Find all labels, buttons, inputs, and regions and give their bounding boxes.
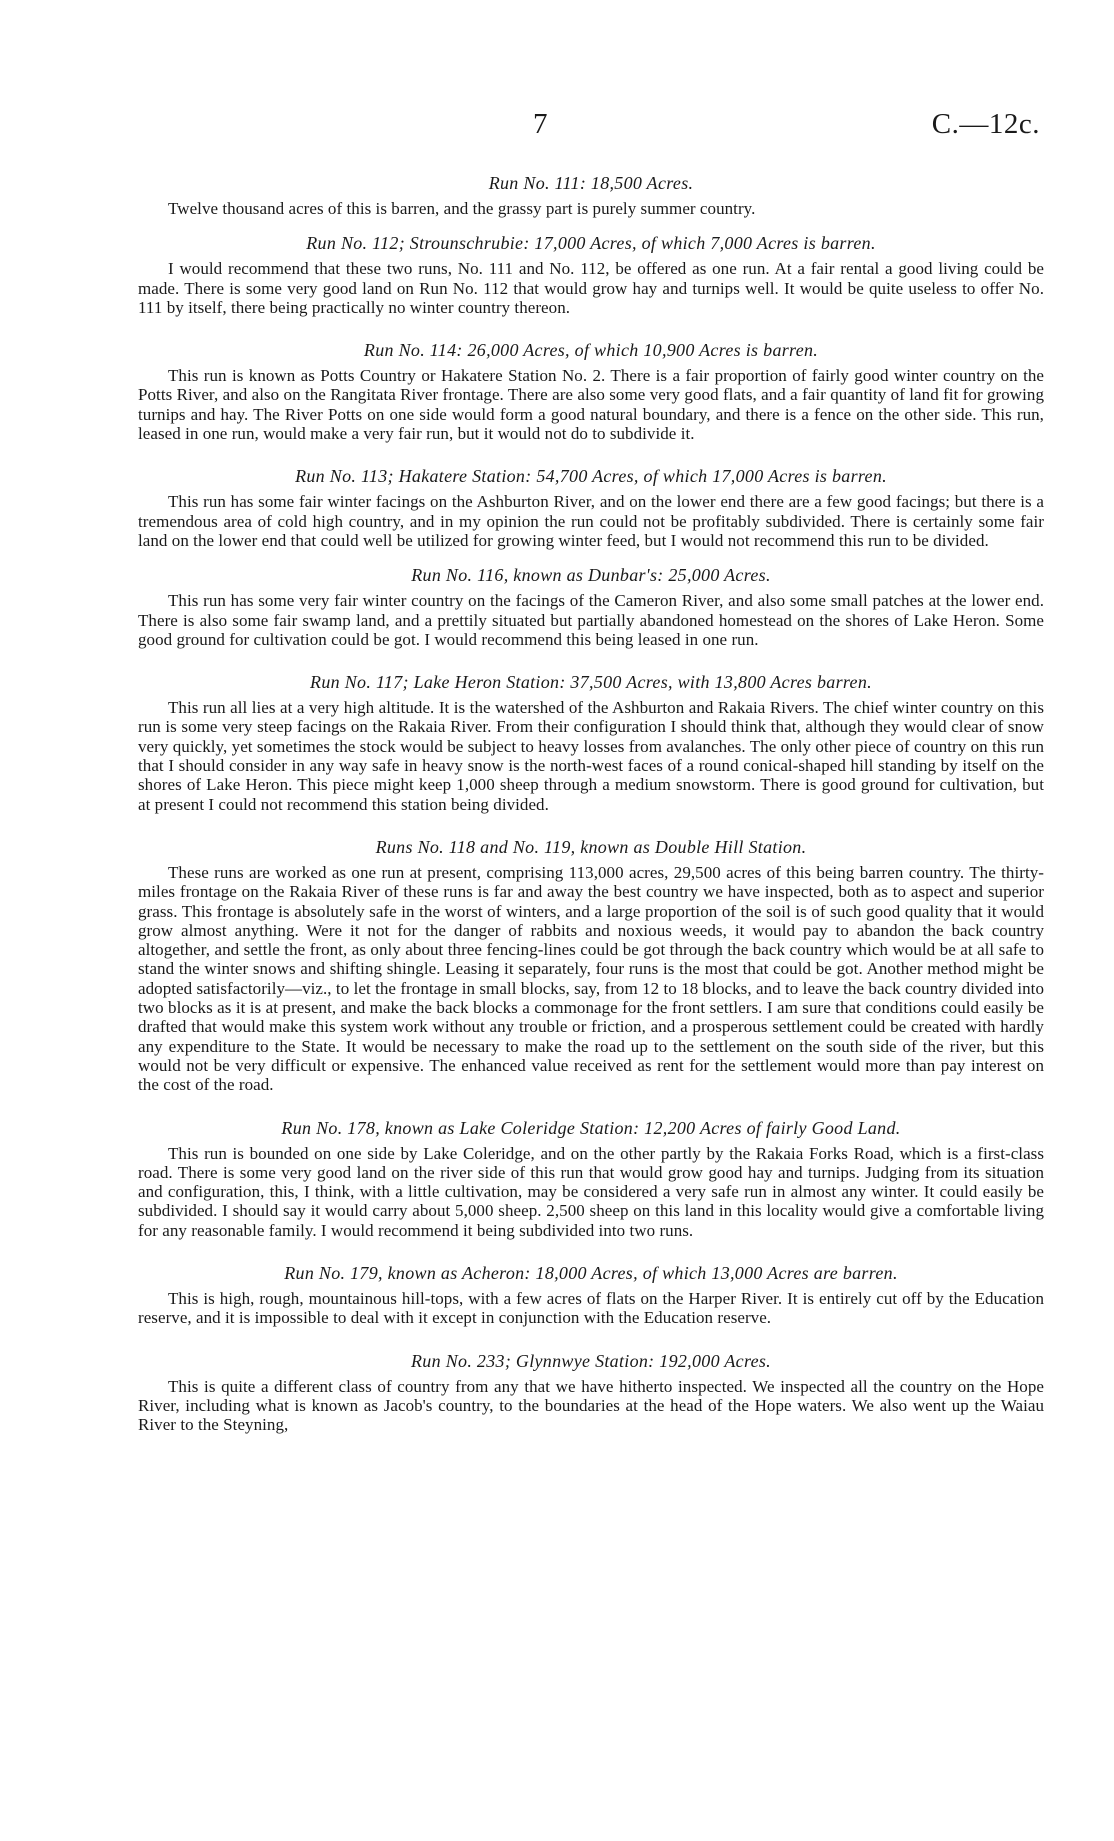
section-paragraph: This run has some very fair winter country on the facings of the Cameron River, and also some small patches at the lower end. There is also some fair swamp land, and a prettily situated but partially abandoned homestead on the shores of Lake Heron. Some good ground for cultivation could be got. I would recommend this being leased in one run. (138, 591, 1044, 649)
section-paragraph: This is quite a different class of country from any that we have hitherto inspected. We inspected all the country on the Hope River, including what is known as Jacob's country, to the boundaries at the head of the Hope waters. We also went up the Waiau River to the Steyning, (138, 1376, 1044, 1435)
section-heading: Run No. 117; Lake Heron Station: 37,500 Acres, with 13,800 Acres barren. (310, 672, 872, 693)
section-heading: Run No. 178, known as Lake Coleridge Station: 12,200 Acres of fairly Good Land. (281, 1117, 901, 1138)
section-paragraph: This run all lies at a very high altitude. It is the watershed of the Ashburton and Rakaia Rivers. The chief winter country on this run is some very steep facings on the Rakaia River. From their configuration I should think that, although they would clear of snow very quickly, yet sometimes the stock would be subject to heavy losses from avalanches. The only other piece of country on this run that I should consider in any way safe in heavy snow is the north-west faces of a round conical-shaped hill standing by itself on the shores of Lake Heron. This piece might keep 1,000 sheep through a medium snowstorm. There is good ground for cultivation, but at present I could not recommend this station being divided. (138, 698, 1044, 814)
section-run-111 (138, 172, 1044, 218)
section-heading: Runs No. 118 and No. 119, known as Double Hill Station. (375, 836, 807, 857)
section-run-112 (138, 232, 1044, 317)
section-run-114 (138, 339, 1044, 443)
section-heading: Run No. 111: 18,500 Acres. (488, 173, 694, 193)
document-reference: C.—12c. (931, 108, 1040, 140)
section-paragraph: This is high, rough, mountainous hill-tops, with a few acres of flats on the Harper River. It is entirely cut off by the Education reserve, and it is impossible to deal with it except in conjunction with the Education reserve. (138, 1288, 1044, 1328)
section-run-117 (138, 671, 1044, 814)
section-runs-118-119 (138, 836, 1044, 1095)
section-heading: Run No. 179, known as Acheron: 18,000 Acres, of which 13,000 Acres are barren. (284, 1262, 898, 1283)
section-paragraph: This run has some fair winter facings on the Ashburton River, and on the lower end there are a few good facings; but there is a tremendous area of cold high country, and in my opinion the run could not be profitably subdivided. There is certainly some fair land on the lower end that could well be utilized for growing winter feed, but I would not recommend this run to be divided. (138, 492, 1044, 550)
section-paragraph: This run is bounded on one side by Lake Coleridge, and on the other partly by the Rakaia Forks Road, which is a first-class road. There is some very good land on the river side of this run that would grow good hay and turnips. Judging from its situation and configuration, this, I think, with a little cultivation, may be considered a very safe run in almost any winter. It could easily be subdivided. I should say it would carry about 5,000 sheep. 2,500 sheep on this land in this locality would give a comfortable living for any reasonable family. I would recommend it being subdivided into two runs. (138, 1143, 1044, 1240)
section-run-113 (138, 465, 1044, 550)
section-run-116 (138, 564, 1044, 649)
section-heading: Run No. 112; Strounschrubie: 17,000 Acres, of which 7,000 Acres is barren. (306, 233, 876, 254)
section-run-233 (138, 1350, 1044, 1435)
page-number: 7 (533, 108, 548, 140)
section-run-178 (138, 1117, 1044, 1240)
section-run-179 (138, 1262, 1044, 1328)
section-paragraph: Twelve thousand acres of this is barren, and the grassy part is purely summer country. (168, 199, 756, 218)
section-heading: Run No. 233; Glynnwye Station: 192,000 Acres. (411, 1350, 771, 1371)
section-heading: Run No. 113; Hakatere Station: 54,700 Acres, of which 17,000 Acres is barren. (295, 466, 887, 487)
section-paragraph: I would recommend that these two runs, No. 111 and No. 112, be offered as one run. At a fair rental a good living could be made. There is some very good land on Run No. 112 that would grow hay and turnips well. It would be quite useless to offer No. 111 by itself, there being practically no winter country thereon. (138, 259, 1044, 317)
page-header (138, 0, 1044, 172)
section-heading: Run No. 116, known as Dunbar's: 25,000 Acres. (411, 565, 771, 586)
section-heading: Run No. 114: 26,000 Acres, of which 10,900 Acres is barren. (363, 340, 819, 361)
section-paragraph: These runs are worked as one run at present, comprising 113,000 acres, 29,500 acres of this being barren country. The thirty-miles frontage on the Rakaia River of these runs is far and away the best country we have inspected, both as to aspect and superior grass. This frontage is absolutely safe in the worst of winters, and a large proportion of the soil is of such good quality that it would grow almost anything. Were it not for the danger of rabbits and noxious weeds, it would pay to abandon the back country altogether, and settle the front, as only about three fencing-lines could be got through the back country which would be at all safe to stand the winter snows and shifting shingle. Leasing it separately, four runs is the most that could be got. Another method might be adopted satisfactorily—viz., to let the frontage in small blocks, say, from 12 to 18 blocks, and to leave the back country divided into two blocks as it is at present, and make the back blocks a commonage for the front settlers. I am sure that conditions could easily be drafted that would make this system work without any trouble or friction, and a prosperous settlement could be created with hardly any expenditure to the State. It would be necessary to make the road up to the settlement on the south side of the river, but this would not be very difficult or expensive. The enhanced value received as rent for the settlement would more than pay interest on the cost of the road. (138, 862, 1044, 1095)
section-paragraph: This run is known as Potts Country or Hakatere Station No. 2. There is a fair proportion of fairly good winter country on the Potts River, and also on the Rangitata River frontage. There are also some very good flats, and a fair quantity of land fit for growing turnips and hay. The River Potts on one side would form a good natural boundary, and there is a fence on the other side. This run, leased in one run, would make a very fair run, but it would not do to subdivide it. (138, 366, 1044, 444)
